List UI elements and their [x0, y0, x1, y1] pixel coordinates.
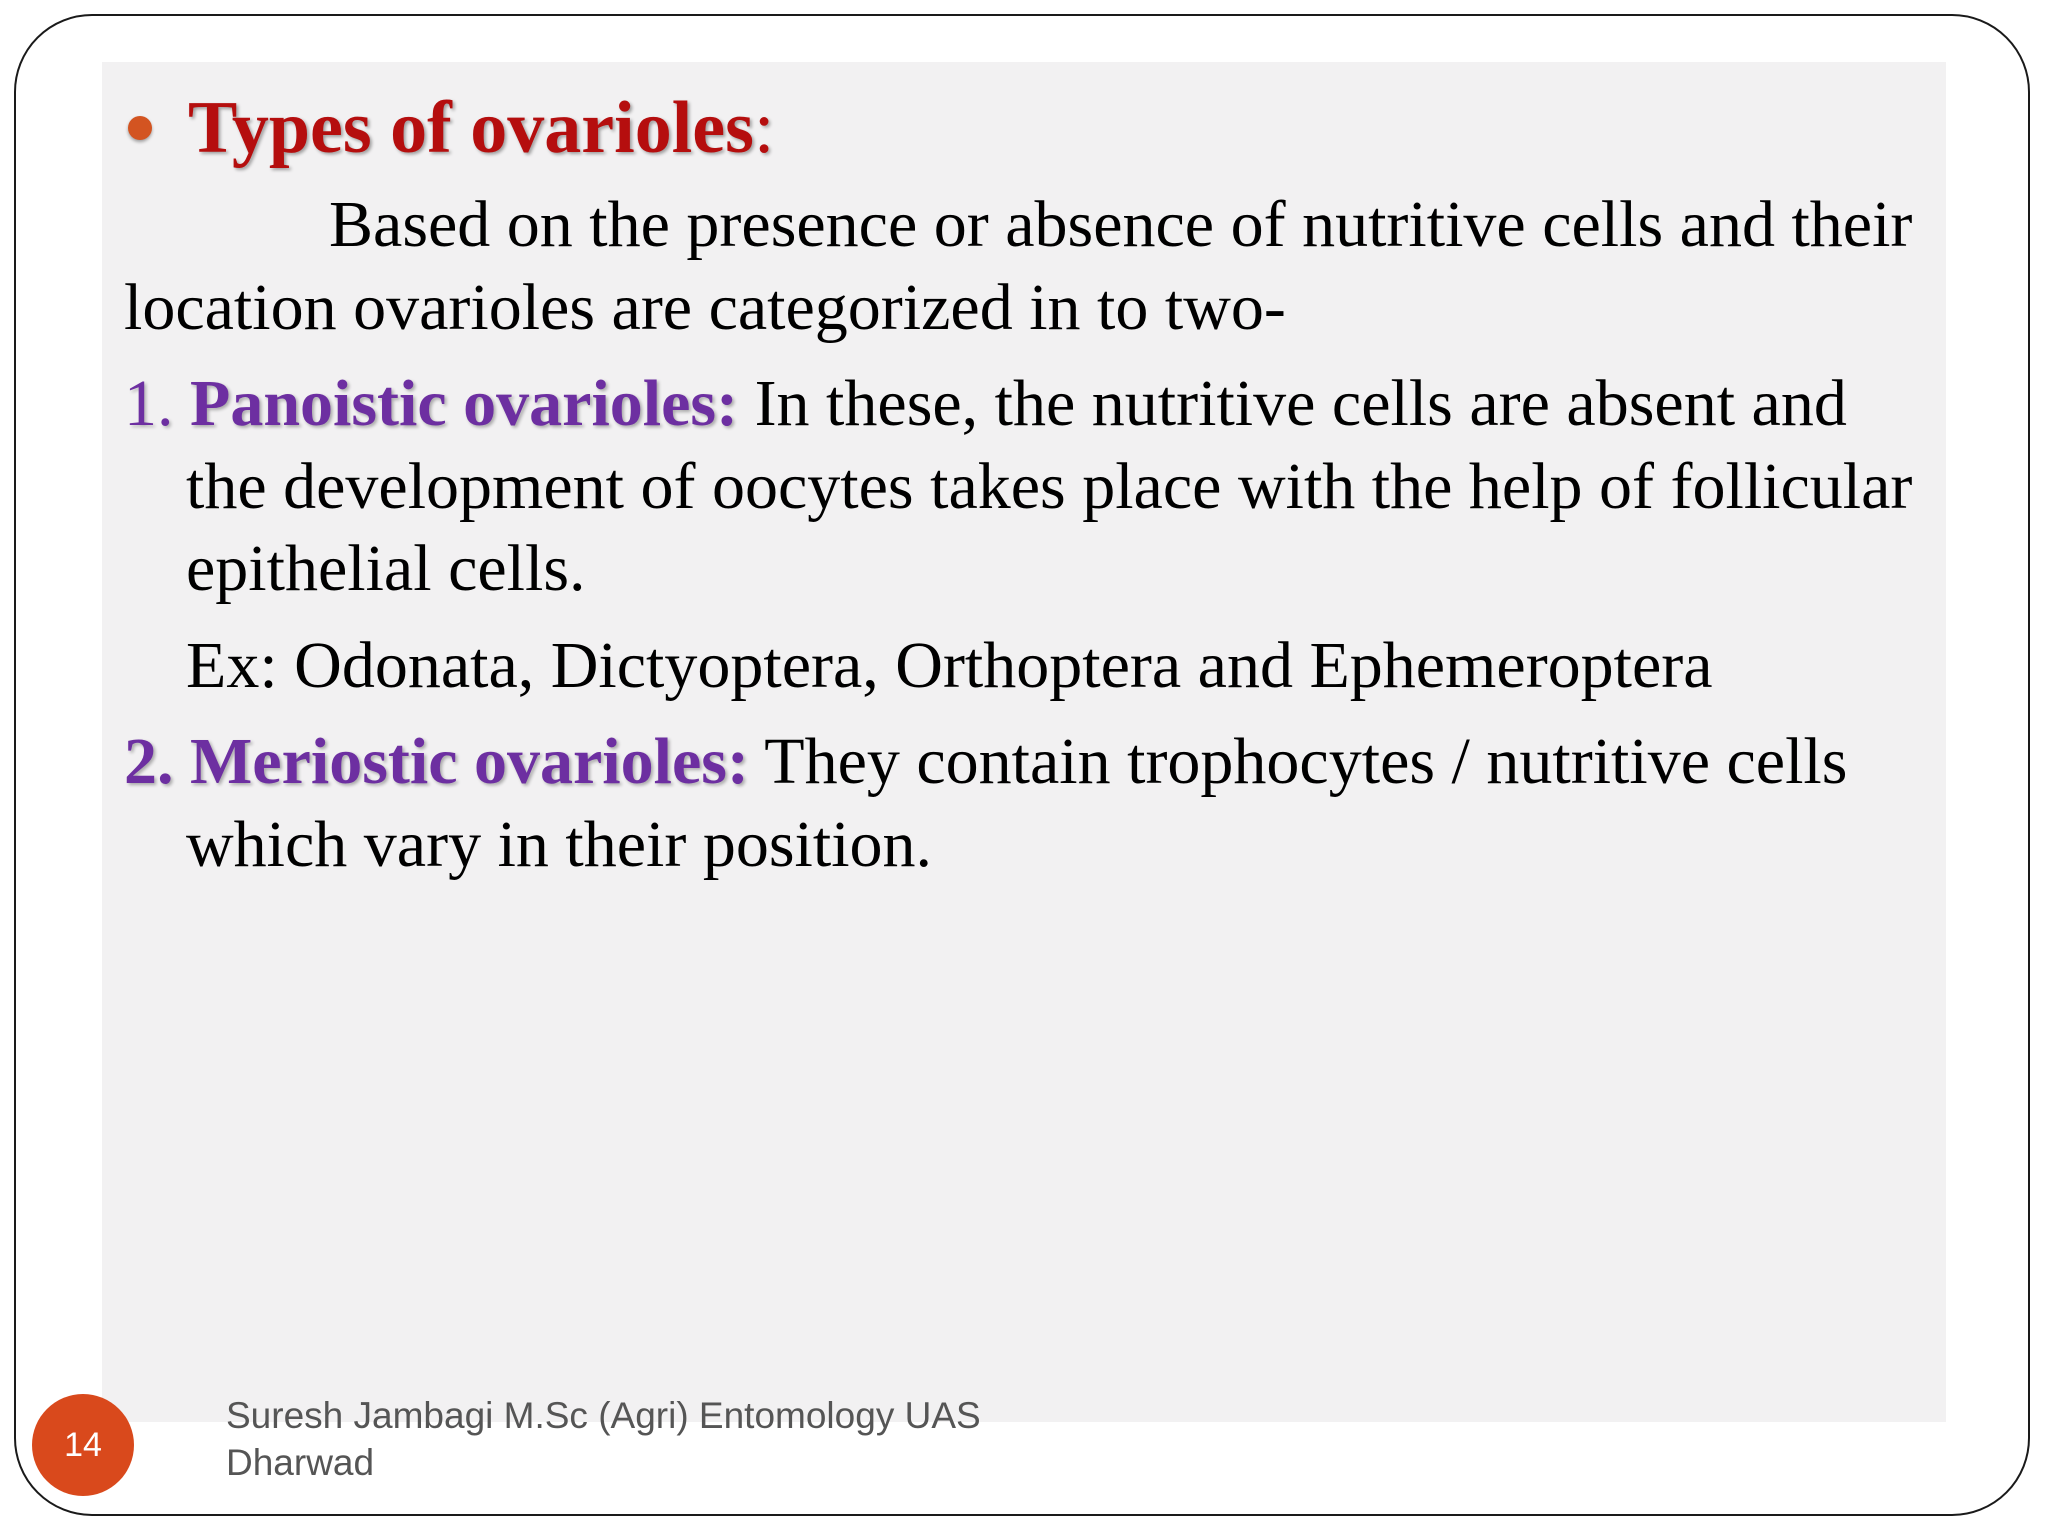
footer-author-line1: Suresh Jambagi M.Sc (Agri) Entomology UAS	[226, 1395, 981, 1436]
item-number: 2.	[124, 725, 174, 798]
footer-author-line2: Dharwad	[226, 1442, 375, 1483]
intro-paragraph: Based on the presence or absence of nutritive cells and their location ovarioles are categorized in to two-	[124, 188, 1913, 344]
slide-body	[124, 80, 1934, 886]
list-item-panoistic	[124, 363, 1934, 611]
item-title: Panoistic ovarioles:	[190, 367, 739, 440]
item-title: Meriostic ovarioles:	[190, 725, 749, 798]
item-text: They contain trophocytes / nutritive cells which vary in their position.	[186, 725, 1848, 881]
item-text: In these, the nutritive cells are absent and the development of oocytes takes place with the help of follicular epithelial cells.	[186, 367, 1913, 605]
bullet-icon	[128, 116, 152, 140]
list-item-meriostic	[124, 721, 1934, 886]
footer-author	[226, 1392, 1126, 1486]
example-line: Ex: Odonata, Dictyoptera, Orthoptera and Ephemeroptera	[186, 628, 1713, 702]
heading-colon: :	[753, 87, 775, 169]
item-number: 1.	[124, 367, 174, 440]
page-number-badge: 14	[32, 1394, 134, 1496]
slide-heading	[124, 80, 1934, 176]
heading-text: Types of ovarioles	[188, 87, 754, 169]
